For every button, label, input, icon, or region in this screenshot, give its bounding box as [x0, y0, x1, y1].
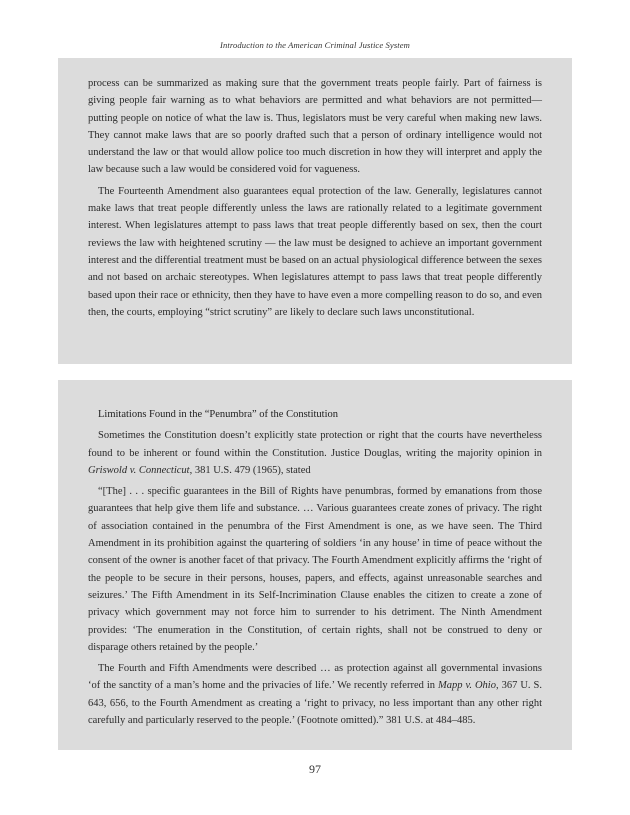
- section-heading: Limitations Found in the “Penumbra” of the Constitution: [98, 409, 339, 420]
- case-name-griswold: Griswold v. Connecticut: [88, 464, 190, 476]
- text-box-fourteenth-amendment: [58, 58, 572, 364]
- mapp-text: The Fourth and Fifth Amendments were described … as protection against all governmental invasions ‘of the sanctity of a man’s home and the privacies of life.’ We recently referred in: [88, 663, 542, 692]
- paragraph-intro: [88, 427, 542, 479]
- page-number: 97: [309, 762, 321, 776]
- intro-text: Sometimes the Constitution doesn’t explicitly state protection or right that the courts have nevertheless found to be inherent or found within the Constitution. Justice Douglas, writing the majority opinion in: [88, 430, 542, 459]
- mapp-tail: , 367 U. S. 643, 656, to the Fourth Amendment as creating a ‘right to privacy, no less important than any other right carefully and particularly reserved to the people.’ (Footnote omitted).” 381 U.S. at 484–485.: [88, 680, 542, 727]
- paragraph-quote: “[The] . . . specific guarantees in the Bill of Rights have penumbras, formed by emanations from those guarantees that help give them life and substance. … Various guarantees create zones of privacy. The right of association contained in the penumbra of the First Amendment is one, as we have seen. The Third Amendment in its prohibition against the quartering of soldiers ‘in any house’ in time of peace without the consent of the owner is another facet of that privacy. The Fourth Amendment explicitly affirms the ‘right of the people to be secure in their persons, houses, papers, and effects, against unreasonable searches and seizures.’ The Fifth Amendment in its Self-Incrimination Clause enables the citizen to create a zone of privacy which government may not force him to surrender to his detriment. The Ninth Amendment provides: ‘The enumeration in the Constitution, of certain rights, shall not be construed to deny or disparage others retained by the people.’: [88, 486, 542, 653]
- paragraph-mapp: [88, 660, 542, 729]
- case-name-mapp: Mapp v. Ohio: [438, 680, 496, 692]
- running-header: Introduction to the American Criminal Justice System: [220, 40, 410, 50]
- paragraph-equal-protection: The Fourteenth Amendment also guarantees equal protection of the law. Generally, legislatures cannot make laws that treat people differently unless the laws are rationally related to a legitimate government interest. When legislatures attempt to pass laws that treat people differently based on sex, then the court reviews the law with heightened scrutiny — the law must be designed to achieve an important government interest and the differential treatment must be based on an actual physiological difference between the sexes and not based on archaic stereotypes. When legislatures attempt to pass laws that treat people differently based upon their race or ethnicity, then they have to have even a more compelling reason to do so, and even then, the courts, employing “strict scrutiny” are likely to declare such laws unconstitutional.: [88, 185, 542, 318]
- intro-tail: , 381 U.S. 479 (1965), stated: [189, 464, 311, 476]
- text-box-penumbra: [58, 380, 572, 750]
- paragraph-due-process: process can be summarized as making sure that the government treats people fairly. Part of fairness is giving people fair warning as to what behaviors are permitted and what behaviors are not permitted—putting people on notice of what the law is. Thus, legislators must be very careful when making new laws. They cannot make laws that are so poorly drafted such that a person of ordinary intelligence would not understand the law or that would allow police too much discretion in how they will interpret and apply the law because such a law would be considered void for vagueness.: [88, 78, 542, 176]
